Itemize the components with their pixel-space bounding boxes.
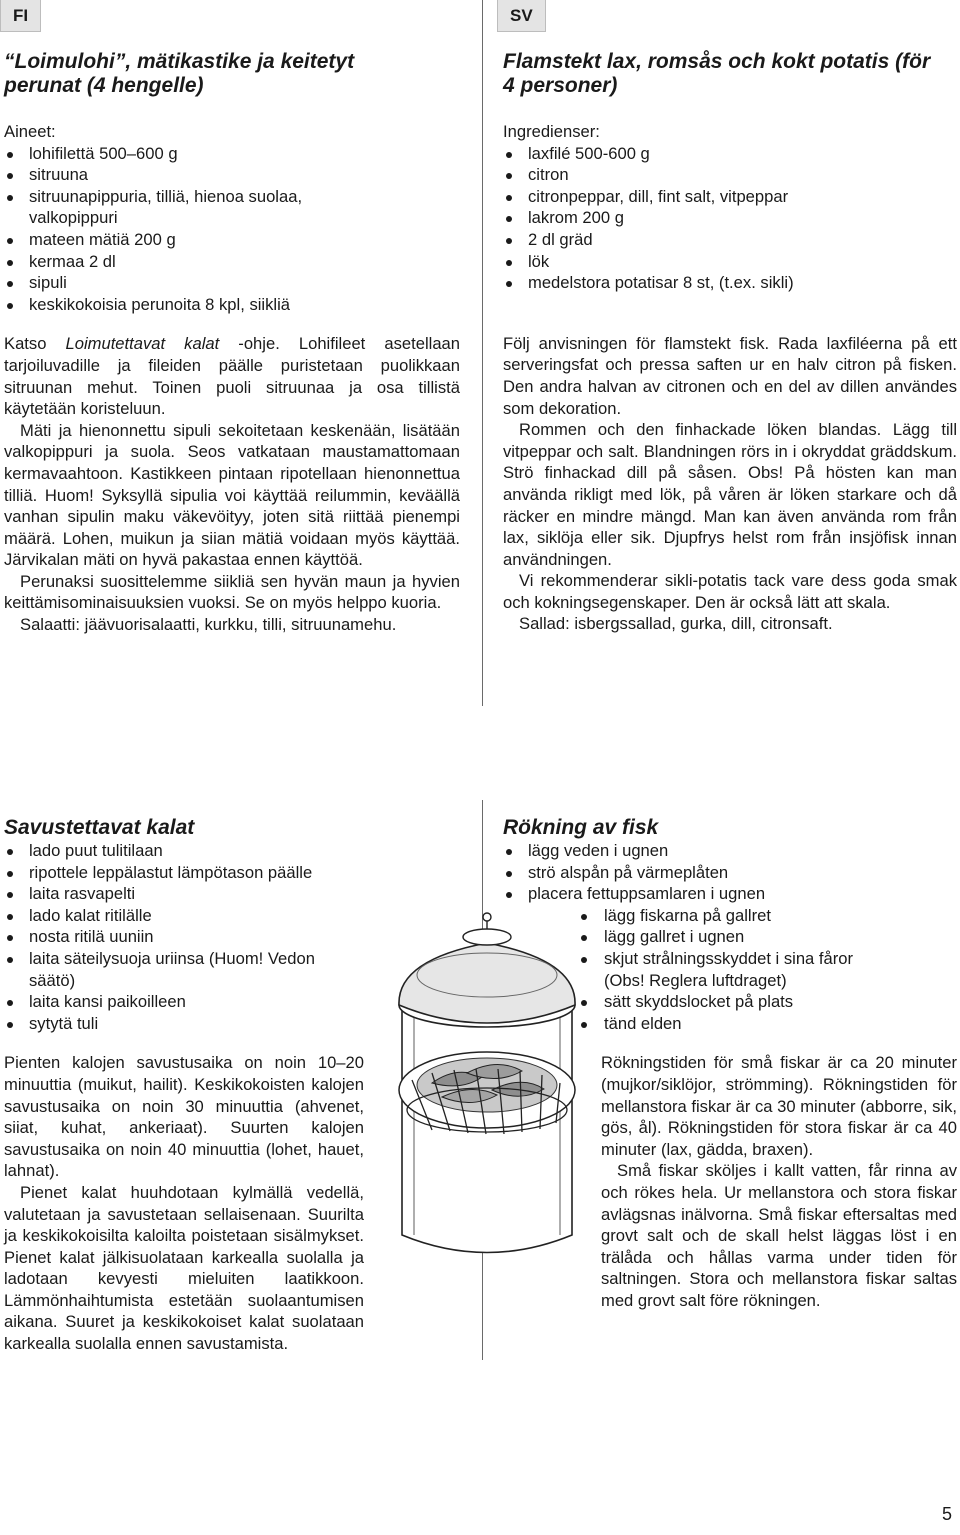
smoking-sv-title: Rökning av fisk [503, 816, 659, 839]
list-item: kermaa 2 dl [4, 251, 404, 273]
paragraph: Pienet kalat huuhdotaan kylmällä vedellä, valutetaan ja savustetaan sellaisenaan. Suurilta ja keskikokoisilta kaloilta poistetaan sisälmykset. Pienet kalat jälkisuolataan karkealla suolalla ja ladotaan kevyesti mieluiten laatikkoon. Lämmönhaihtumista estetään suolaantumisen aikana. Suuret ja keskikokoiset kalat suolataan karkealla suolalla ennen savustamista. [4, 1182, 364, 1354]
list-item: lägg fiskarna på gallret [503, 905, 957, 927]
list-item: tänd elden [503, 1013, 957, 1035]
list-item: nosta ritilä uuniin [4, 926, 344, 948]
recipe-fi-title: “Loimulohi”, mätikastike ja keitetyt perunat (4 hengelle) [4, 50, 355, 97]
paragraph: Vi rekommenderar sikli-potatis tack vare dess goda smak och kokningsegenskaper. Den är också lätt att skala. [503, 571, 957, 612]
smoking-steps-sv [503, 840, 957, 905]
paragraph: Följ anvisningen för flamstekt fisk. Rada laxfiléerna på ett serveringsfat och pressa saften ur en halv citron på fisken. Den andra halvan av citronen och en del av dillen användes som dekoration. [503, 333, 957, 418]
list-item: sätt skyddslocket på plats [503, 991, 957, 1013]
list-item: skjut strålningsskyddet i sina fåror [503, 948, 957, 970]
list-item: keskikokoisia perunoita 8 kpl, siikliä [4, 294, 404, 316]
list-item: 2 dl gräd [503, 229, 957, 251]
list-item: lök [503, 251, 957, 273]
list-item: lägg gallret i ugnen [503, 926, 957, 948]
smoker-oven-illustration [372, 905, 602, 1270]
list-item: strö alspån på värmeplåten [503, 862, 957, 884]
list-item: laita säteilysuoja uriinsa (Huom! Vedon säätö) [4, 948, 344, 991]
list-item: ripottele leppälastut lämpötason päälle [4, 862, 344, 884]
ingredients-list-fi [4, 143, 404, 316]
list-item: lohifilettä 500–600 g [4, 143, 404, 165]
smoking-fi-title: Savustettavat kalat [4, 816, 195, 839]
list-item: (Obs! Reglera luftdraget) [604, 970, 787, 990]
language-tab-fi: FI [0, 0, 41, 32]
list-item: sytytä tuli [4, 1013, 344, 1035]
paragraph: Rökningstiden för små fiskar är ca 20 minuter (mujkor/siklöjor, strömming). Rökningstiden för mellanstora fiskar är ca 30 minuter (abborre, sik, gös, ål). Rökningstiden för stora fiskar är ca 40 minuter (lax, gädda, braxen). [601, 1053, 957, 1159]
list-item: sipuli [4, 272, 404, 294]
paragraph: Sallad: isbergssallad, gurka, dill, citronsaft. [519, 614, 833, 634]
paragraph: Rommen och den finhackade löken blandas. Lägg till vitpeppar och salt. Blandningen rörs in i okryddat gräddskum. Strö finhackad dill på såsen. Obs! På hösten kan man använda rikligt med lök, på våren är löken starkare och då räcker en mindre mängd. Man kan även använda rom från lax, siklöja eller sik. Djupfrys helst rom från insjöfisk innan användningen. [503, 420, 957, 569]
paragraph: Mäti ja hienonnettu sipuli sekoitetaan keskenään, lisätään valkopippuri ja suola. Seos vatkataan maustamattomaan kermavaahtoon. Kastikkeen pintaan ripotellaan hienonnettua tilliä. Huom! Syksyllä sipulia voi käyttää reilummin, keväällä vanhan sipulin maku väkevöityy, joten sitä riittää pienempi määrä. Lohen, muikun ja siian mätiä voidaan myös käyttää. Järvikalan mäti on hyvä pakastaa ennen käyttöä. [4, 420, 460, 570]
paragraph: Små fiskar sköljes i kallt vatten, får rinna av och rökes hela. Ur mellanstora och stora fiskar avlägsnas inälvorna. Små fiskar eftersaltas med grovt salt och de skall helst läggas löst i en trälåda och hållas varma under tiden för saltningen. Stora och mellanstora fiskar saltas med grovt salt före rökningen. [601, 1161, 957, 1310]
paragraph: Perunaksi suosittelemme siikliä sen hyvän maun ja hyvien keittämisominaisuuksien vuoksi. Se on myös helppo kuoria. [4, 571, 460, 613]
list-item: lado puut tulitilaan [4, 840, 344, 862]
paragraph-text: Katso [4, 334, 66, 354]
paragraph: Salaatti: jäävuorisalaatti, kurkku, tilli, sitruunamehu. [20, 615, 397, 635]
paragraph [4, 333, 460, 419]
page-number: 5 [941, 1504, 952, 1524]
list-item: citron [503, 164, 957, 186]
list-item: sitruuna [4, 164, 404, 186]
list-item: lakrom 200 g [503, 207, 957, 229]
recipe-sv [503, 50, 957, 635]
recipe-fi [4, 50, 460, 636]
ingredients-list-sv [503, 143, 957, 294]
list-item: citronpeppar, dill, fint salt, vitpeppar [503, 186, 957, 208]
list-item: laxfilé 500-600 g [503, 143, 957, 165]
list-item: mateen mätiä 200 g [4, 229, 404, 251]
list-item: sitruunapippuria, tilliä, hienoa suolaa, valkopippuri [4, 186, 404, 229]
ingredients-label-sv: Ingredienser: [503, 122, 600, 141]
list-item: medelstora potatisar 8 st, (t.ex. sikli) [503, 272, 957, 294]
smoking-steps-fi [4, 840, 344, 1034]
paragraph-text: Loimutettavat kalat [65, 334, 220, 354]
lid [399, 913, 575, 1027]
list-item: lägg veden i ugnen [503, 840, 957, 862]
list-item: laita kansi paikoilleen [4, 991, 344, 1013]
language-tab-sv: SV [497, 0, 546, 32]
paragraph-text: -ohje. Lohifileet asetellaan tarjoiluvadille ja fileiden päälle puristetaan puolikkaan sitruunan mehut. Toinen puoli sitruunaa ja osa tillistä käytetään koristeluun. [4, 334, 460, 419]
paragraph: Pienten kalojen savustusaika on noin 10–20 minuuttia (muikut, hailit). Keskikokoisten kalojen savustusaika on noin 30 minuuttia (ahvenet, siiat, kuhat, ankeriaat). Suurten kalojen savustusaika on noin 40 minuuttia (lohet, hauet, lahnat). [4, 1053, 364, 1181]
ingredients-label-fi: Aineet: [4, 122, 56, 141]
smoking-fi [4, 816, 364, 1355]
column-divider-top [482, 0, 483, 706]
recipe-sv-title: Flamstekt lax, romsås och kokt potatis (för 4 personer) [503, 50, 931, 97]
list-item: laita rasvapelti [4, 883, 344, 905]
list-item: lado kalat ritilälle [4, 905, 344, 927]
list-item: placera fettuppsamlaren i ugnen [503, 883, 957, 905]
